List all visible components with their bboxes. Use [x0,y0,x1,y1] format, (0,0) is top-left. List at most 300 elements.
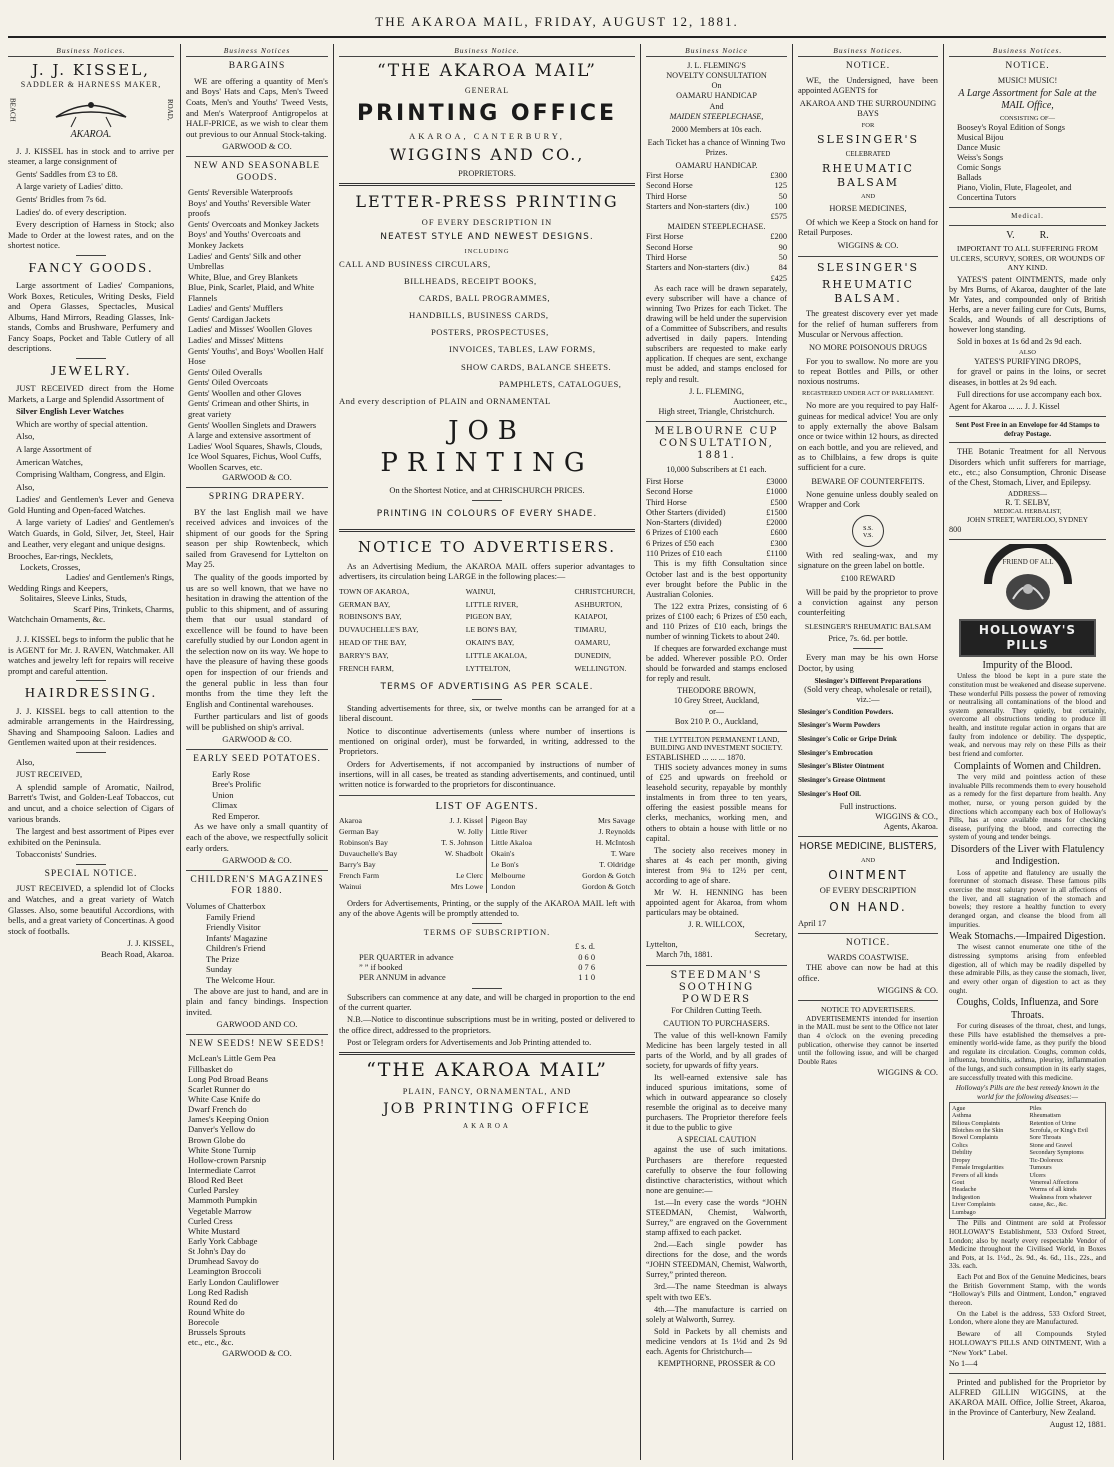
list-item: Gents' Oiled Overcoats [188,377,268,388]
list-item: White Case Knife do [188,1094,261,1105]
preparation-item: Slesinger's Condition Powders. [798,707,894,716]
separator [186,749,328,750]
signature: GARWOOD AND CO. [216,1019,298,1030]
separator [339,529,635,532]
signature: WIGGINS & CO. [877,985,938,995]
text: J. J. KISSEL has in stock and to arrive per steamer, a large consignment of [8,145,174,167]
table-row [646,232,787,242]
text: AKAROA, CANTERBURY, [409,131,565,141]
prize-label: Starters and Non-starters (div.) [646,201,750,211]
text: Will be paid by the proprietor to prove a conviction against any person counterfeiting [798,587,938,618]
table-row [646,243,787,253]
text: Sold in boxes at 1s 6d and 2s 9d each. [957,337,1082,347]
text: Slesinger's Different Preparations [814,676,922,686]
agent-place: PER ANNUM in advance [359,973,446,983]
text: MAIDEN STEEPLECHASE. [667,222,766,232]
text: The greatest discovery ever yet made for the relief of human sufferers from Muscular or Nervous affection. [798,309,938,339]
text: REGISTERED UNDER ACT OF PARLIAMENT. [802,390,934,398]
place-item: WAINUI, [465,586,496,596]
text: And every description of PLAIN and ORNAMENTAL [339,396,551,406]
text: Full directions for use accompany each box. [957,389,1102,399]
prize-label: First Horse [646,171,684,180]
separator [472,500,502,501]
separator [949,207,1106,208]
text: Lockets, Crosses, [20,561,81,572]
column-head: Business Notices [186,46,328,57]
text: CALL AND BUSINESS CIRCULARS, [339,258,491,269]
text: Ladies' and Gentlemen's Lever and Geneva Gold Hunting and Open-faced Watches. [8,494,174,515]
text: JOB PRINTING OFFICE [383,1101,591,1118]
text: Gents' Saddles from £3 to £8. [16,168,118,179]
separator [76,680,106,681]
text: Standing advertisements for three, six, or twelve months can be arranged for at a liberal discount. [339,704,635,724]
text: CONSISTING OF— [999,114,1056,122]
text: A large variety of Ladies' and Gentlemen's Watch Guards, in Gold, Silver, Jet, Steel, Hair and Leather, very elegant and unique designs. [8,517,174,549]
agent-row [339,871,483,882]
date: August 12, 1881. [1049,1420,1106,1430]
disease-item: Fevers of all kinds [952,1171,998,1179]
text: YATES'S patent OINTMENTS, made only by Mrs Burns, of Akaroa, daughter of the late Mr Yates, and compounded only of British Herbs, are a never failing cure for Cuts, Burns, Scalds, and Wounds of all descriptions of however long standing. [949,274,1106,335]
text: Orders for Advertisements, Printing, or the supply of the AKAROA MAIL left with any of the above Agents will be promptly attended to. [339,898,635,918]
agent-name: T. Ware [610,848,635,858]
text: Post or Telegram orders for Advertisements and Job Printing attended to. [347,1038,592,1048]
column-divider [792,44,793,1460]
agent-row [491,849,635,860]
heading: SPRING DRAPERY. [208,491,306,502]
text: Further particulars and list of goods will be published on ship's arrival. [186,711,328,732]
list-item: Piano, Violin, Flute, Flageolet, and Concertina Tutors [957,183,1072,203]
diseases-list [949,1102,1106,1220]
prize-label: Third Horse [646,191,687,201]
holloway-seal-icon [968,544,1088,614]
text: Unless the blood be kept in a pure state the constitution must be weakened and disease supervene. These wonderful Pills possess the power of removing or neutralising all contaminations of the blood and system generally. They quietly, but certainly, overcome all obstructions tending to produce ill health, and institute regular action in organs that are faulty from indolence or debility. The dyspeptic, weak, and nervous may rely on these Pills as their best friend and comforter. [949,672,1106,759]
list-item: Danver's Yellow do [188,1124,256,1135]
text: OF EVERY DESCRIPTION IN [421,218,553,228]
text: Also, [16,481,35,492]
prize-value: £300 [770,171,787,180]
text: High street, Triangle, Christchurch. [658,406,775,416]
text: Orders for Advertisements, if not accompanied by instructions of number of insertions, will in all cases, be treated as standing advertisements, and continued, until written notice is forwarded to the proprietors for discontinuance. [339,759,635,790]
place-item: OAMARU, [574,638,611,648]
text: BY the last English mail we have received advices and invoices of the shipment of our goods for the Spring season per ship Rowtenbeck, which sailed from Gravesend for Lyttelton on May 25. [186,506,328,570]
column-5 [798,46,938,1458]
heading: NEW SEEDS! NEW SEEDS! [189,1038,325,1049]
disease-item: Scrofula, or King's Evil [1029,1126,1089,1134]
agent-place: Akaroa [339,816,362,826]
disease-item: Stone and Gravel [1029,1141,1073,1149]
preparation-item: Slesinger's Grease Ointment [798,776,886,785]
table-row [646,518,787,528]
text: Lyttelton, [646,940,678,950]
agent-name: Le Clerc [455,870,483,880]
text: Sold in Packets by all chemists and medicine vendors at 1s 1½d and 2s 9d each. Agents for Christchurch— [646,1326,787,1356]
disease-item: Piles [1029,1104,1042,1112]
list-item: Gents' Woollen Singlets and Drawers [188,419,317,430]
column-head: Business Notices. [949,46,1106,57]
seal-text: FRIEND OF ALL [1002,558,1053,567]
logo-left-text: BEACH [8,97,17,122]
signature: J. J. KISSEL, [127,938,174,949]
disease-item: Debility [952,1149,973,1157]
list-item: Friendly Visitor [206,922,261,933]
disease-item: Gout [952,1179,965,1187]
disease-item: Tumours [1029,1164,1052,1172]
text: TERMS OF ADVERTISING AS PER SCALE. [380,681,594,692]
list-item: James's Keeping Onion [188,1114,269,1125]
prize-label: Third Horse [646,253,687,263]
column-3 [339,46,635,1458]
place-item: LITTLE RIVER, [465,599,519,609]
disease-item: Ague [952,1104,966,1112]
list-item: Climax [212,800,238,811]
footer-title: “THE AKAROA MAIL” [366,1059,608,1082]
text: against the use of such imitations. Purchasers are therefore requested carefully to observe the four following distinctive characteristics, without which none are genuine:— [646,1145,787,1195]
text: April 17 [798,918,827,928]
list-item: Curled Parsley [188,1185,239,1196]
text: Holloway's Pills are the best remedy known in the world for the following diseases:— [955,1084,1100,1102]
text: If cheques are forwarded exchange must be added. Wherever possible P.O. Order should be forwarded and stamps enclosed for reply and result. [646,644,787,684]
text: The largest and best assortment of Pipes ever exhibited on the Peninsula. [8,826,174,847]
text: Watchchain Ornaments, &c. [8,614,106,625]
heading: JEWELRY. [50,364,132,379]
text: R. T. SELBY, [1005,498,1050,508]
agent-row [339,838,483,849]
list-item: Comic Songs [957,162,1001,172]
text: Price, 7s. 6d. per bottle. [828,634,908,644]
job-printing-heading: JOB PRINTING [380,416,594,479]
table-row [646,498,787,508]
text: A Large Assortment for Sale at the MAIL Office, [958,87,1097,112]
text: As we have only a small quantity of each of the above, we respectfully solicit early orders. [186,821,328,853]
text: JUST RECEIVED, a splendid lot of Clocks and Watches, and a great variety of Watch Glasses. Also, some beautiful Accordions, with bells, and a great variety of Concertinas. A good stock of footballs. [8,883,174,936]
heading: YATES'S PURIFYING DROPS, [974,357,1081,367]
heading: SLESINGER'S RHEUMATIC BALSAM [804,621,932,631]
text: IMPORTANT TO ALL SUFFERING FROM ULCERS, SCURVY, SORES, OR WOUNDS OF ANY KIND. [950,244,1105,273]
heading: Weak Stomachs.—Impaired Digestion. [949,931,1106,943]
text: 4th.—The manufacture is carried on solely at Walworth, Surrey. [646,1304,787,1324]
prize-label: 6 Prizes of £50 each [646,538,714,548]
disease-item: Asthma [952,1112,972,1120]
agent-row [491,871,635,882]
seal-icon [852,515,884,547]
table-row [646,528,787,538]
column-6 [949,46,1106,1458]
prize-value: 50 [778,253,787,263]
list-item: A large and extensive assortment of Ladies' Wool Squares, Shawls, Clouds, Ice Wool Squares, Fichus, Wool Cuffs, Woollen Scarves, etc. [188,430,323,472]
agent-place: Okain's [491,848,515,858]
text: A splendid sample of Aromatic, Nailrod, Barrett's Twist, and Golden-Leaf Tobaccos, cut and uncut, and a choice selection of Cigars of various brands. [8,781,174,824]
agent-name: Gordon & Gotch [582,881,635,891]
place-item: CHRISTCHURCH, [574,586,635,596]
disease-item: Venereal Affections [1029,1179,1079,1187]
heading: Complaints of Women and Children. [953,760,1102,772]
text: CELEBRATED [845,149,891,158]
prize-label: 6 Prizes of £100 each [646,528,719,538]
disease-item: Dropsy [952,1156,971,1164]
list-item: Children's Friend [206,943,266,954]
text: 1st.—In every case the words “JOHN STEEDMAN, Chemist, Walworth, Surrey,” are engraved on the Government stamp affixed to each packet. [646,1197,787,1238]
text: Auctioneer, etc., [733,396,787,406]
text: V. R. [1006,229,1049,241]
list-item: McLean's Little Gem Pea [188,1053,276,1064]
list-item: etc., etc., &c. [188,1337,234,1348]
text: The very mild and pointless action of these invaluable Pills recommends them to every household as a remedy for the first departure from health. Any mother, nurse, or young person guided by the directions which accompany each box of Holloway's Pills, has at once available means for checking disease, purifying the blood, and correcting the system of young and tender beings. [949,772,1106,842]
place-item: BARRY'S BAY, [339,651,389,661]
place-item: HEAD OF THE BAY, [339,638,407,648]
text: Also, [16,431,35,442]
text: Large assortment of Ladies' Companions, Work Boxes, Reticules, Writing Desks, Field and Opera Glasses, Spectacles, Musical Albums, Hand Mirrors, Reading Glasses, Ink-stands, Combs and Brushware, Perfumery and Fancy Soaps, Pocket and Table Cutlery of all descriptions. [8,280,174,354]
agent-place: Little Akaloa [491,837,532,847]
text: Brooches, Ear-rings, Necklets, [8,551,114,562]
agent-place: French Farm [339,870,380,880]
agent-place: Pigeon Bay [491,816,528,826]
imprint: Printed and published for the Proprietor by ALFRED GILLIN WIGGINS, at the AKAROA MAIL Office, Jollie Street, Akaroa, in the Province of Canterbury, New Zealand. [949,1377,1106,1418]
disease-item: Sore Throats [1029,1134,1062,1142]
separator [646,731,787,732]
masthead: THE AKAROA MAIL, FRIDAY, AUGUST 12, 1881. [375,14,739,29]
text: Agent for Akaroa ... ... J. J. Kissel [949,401,1060,411]
agent-place: PER QUARTER in advance [359,952,454,962]
text: THIS society advances money in sums of £25 and upwards on freehold or leasehold security, repayable by monthly instalments in from three to ten years, offering the easiest possible means for clerks, mechanics, working men, and others to obtain a house with little or no capital. [646,763,787,843]
logo-right-text: ROAD, [166,98,174,121]
agent-row [359,973,595,983]
music-list [949,123,1106,204]
table-row [646,508,787,518]
agent-row [359,953,595,963]
masthead-rule [8,36,1106,38]
text: BILLHEADS, RECEIPT BOOKS, [404,275,537,286]
place-item: TIMARU, [574,625,607,635]
separator [339,183,635,186]
text: £ s. d. [574,942,595,952]
column-1 [8,46,174,1458]
column-head: Business Notices. [8,46,174,57]
text: Tobacconists' Sundries. [16,849,97,860]
list-item: Leamington Broccoli [188,1266,262,1277]
disease-item: Bilious Complaints [952,1119,1000,1127]
text: OF EVERY DESCRIPTION [819,885,917,895]
potato-list [186,769,328,822]
notice-to-advertisers-heading: NOTICE TO ADVERTISERS. [358,537,616,556]
place-item: FRENCH FARM, [339,664,394,674]
text: Also, [16,756,35,767]
agent-place: Melbourne [491,870,526,880]
signature: WIGGINS & CO., [875,811,938,821]
prize-label: Second Horse [646,242,693,252]
place-item: LYTTELTON, [465,664,511,674]
text: for gravel or pains in the loins, or secret diseases, in bottles at 2s 9d each. [949,367,1106,387]
text: OAMARU HANDICAP [676,91,757,101]
logo-trade: SADDLER & HARNESS MAKER, [20,79,162,89]
agents-list [339,816,487,892]
disease-item: Ulcers [1029,1171,1046,1179]
list-item: Weiss's Songs [957,152,1004,162]
text: N.B.—Notice to discontinue subscriptions must be in writing, posted or delivered to the office direct, addressed to the proprietors. [339,1015,635,1035]
place-item: DUVAUCHELLE'S BAY, [339,625,419,635]
text: None genuine unless doubly sealed on Wrapper and Cork [798,490,938,510]
prize-value: 50 [778,191,787,201]
text: J. J. KISSEL begs to call attention to the admirable arrangements in the Hairdressing, Shaving and Shampooing Saloon. Ladies and Gentlemen waited upon at their residences. [8,705,174,748]
separator [798,1000,938,1001]
text: The wisest cannot enumerate one tithe of the distressing symptoms arising from enfeebled digestion, all of which may be readily dispelled by these admirable Pills, as they cause the stomach, liver, and every other organ of digestion to act as they ought. [949,943,1106,995]
list-item: White, Blue, and Grey Blankets [188,271,298,282]
list-item: Curled Cress [188,1215,233,1226]
list-item: Early London Cauliflower [188,1276,279,1287]
prize-label: Other Starters (divided) [646,507,726,517]
logo-name: J. J. KISSEL, [32,61,150,80]
separator [186,1034,328,1035]
agent-place: Wainui [339,881,362,891]
text: SHOW CARDS, BALANCE SHEETS. [461,361,612,372]
list-item: Dwarf French do [188,1104,247,1115]
text: Ladies' and Gentlemen's Rings, [65,572,174,583]
agent-name: Mrs Savage [597,816,635,826]
agent-row [491,838,635,849]
places-list [574,586,635,676]
text: PLAIN, FANCY, ORNAMENTAL, AND [402,1086,572,1096]
signature: Beach Road, Akaroa. [100,948,174,959]
table-row [646,477,787,487]
seed-list [186,1053,328,1347]
column-2 [186,46,328,1458]
place-item: LE BON'S BAY, [465,625,517,635]
list-item: Early York Cabbage [188,1236,258,1246]
agent-name: 0 7 6 [578,963,595,973]
list-item: Gents' Reversible Waterproofs [188,187,293,198]
prize-label: Non-Starters (divided) [646,518,722,528]
list-item: Scarlet Runner do [188,1083,251,1094]
list-item: The Welcome Hour. [206,974,276,985]
text: Which are worthy of special attention. [16,418,148,429]
heading: TERMS OF SUBSCRIPTION. [423,928,551,938]
column-4 [646,46,787,1458]
agent-row [491,882,635,893]
text: On the Label is the address, 533 Oxford Street, London, where alone they are Manufactured. [949,1309,1106,1327]
prize-value: £500 [770,497,787,507]
prize-value: £300 [770,538,787,548]
text: HANDBILLS, BUSINESS CARDS, [409,310,549,321]
text: A SPECIAL CAUTION [676,1135,757,1145]
text: PROPRIETORS. [458,169,516,179]
agent-name: W. Shadbolt [444,848,483,858]
heading: HORSE MEDICINE, BLISTERS, [799,841,937,853]
text: Secretary, [754,930,787,940]
svg-text:S.S.: S.S. [863,525,873,532]
agent-name: W. Jolly [457,827,483,837]
list-item: Union [212,789,234,800]
column-divider [333,44,334,1460]
list-item: Vegetable Marrow [188,1205,252,1216]
list-item: Round White do [188,1306,245,1317]
text: WE are offering a quantity of Men's and Boys' Hats and Caps, Men's Tweed Coats, Men's and Youths' Tweed Vests, and Men's Waterproof Antigropelos at HALF-PRICE, as we wish to clear them out previous to our Annual Stock-taking. [186,75,328,139]
disease-item: Liver Complaints [952,1201,996,1209]
list-item: Infants' Magazine [206,932,268,943]
printing-office-heading: PRINTING OFFICE [356,100,618,126]
list-item: Mammoth Pumpkin [188,1195,257,1206]
table-row [646,181,787,191]
text: AND [860,857,876,865]
disease-item: Bowel Complaints [952,1134,999,1142]
heading: SLESINGER'S [816,260,920,274]
list-item: Gents' Cardigan Jackets [188,313,271,324]
table-row [646,549,787,559]
heading: FANCY GOODS. [28,260,154,276]
prize-value: £200 [770,232,787,242]
place-item: KAIAPOI, [574,612,608,622]
agent-row [491,827,635,838]
text: On [711,81,722,91]
prize-value: £600 [770,528,787,538]
place-item: TOWN OF AKAROA, [339,586,410,596]
heading: £100 REWARD [840,574,896,584]
text: The society also receives money in shares at 4s each per month, giving interest from 9¼ to 12½ per cent, according to age of share. [646,845,787,885]
text: CARDS, BALL PROGRAMMES, [419,292,551,303]
agent-name: Mrs Lowe [450,881,483,891]
text: For you to swallow. No more are you to repeat Bottles and Pills, or other noxious nostrums. [798,356,938,387]
text: ESTABLISHED ... ... ... 1870. [646,753,746,762]
column-head: Business Notice. [339,46,635,57]
agent-place: German Bay [339,827,379,837]
preparation-item: Slesinger's Worm Powders [798,721,881,730]
text: POSTERS, PROSPECTUSES, [431,327,549,338]
list-item: Brown Globe do [188,1134,246,1145]
table-row [646,539,787,549]
agents-list [491,816,635,892]
preparation-item: Slesinger's Embrocation [798,748,873,757]
list-item: Long Pod Broad Beans [188,1073,268,1084]
list-item: Boosey's Royal Edition of Songs [957,122,1065,132]
holloway-emblem [949,544,1106,617]
text: Each Ticket has a chance of Winning Two Prizes. [647,137,786,157]
heading: BARGAINS [228,61,286,72]
text: NEATEST STYLE AND NEWEST DESIGNS. [380,232,594,243]
separator [76,752,106,753]
text: Full instructions. [839,801,897,811]
text: 2nd.—Each single powder has directions for the dose, and the words “JOHN STEEDMAN, Chemist, Walworth, Surrey,” printed thereon. [646,1240,787,1280]
signature: J. L. FLEMING, [689,386,744,396]
heading: Disorders of the Liver with Flatulency and Indigestion. [950,844,1105,868]
signature: WIGGINS & CO. [837,241,899,251]
list-item: Long Red Radish [188,1286,249,1297]
text: Every description of Harness in Stock; also Made to Order at the lowest rates, and on the shortest notice. [8,219,174,251]
heading: OINTMENT [828,868,908,883]
heading: NOTICE TO ADVERTISERS. [821,1005,915,1015]
list-item: Gents' Overcoats and Monkey Jackets [188,218,319,229]
list-item: Musical Bijou [957,132,1004,142]
prize-label: First Horse [646,232,684,242]
akaroa-mail-title: “THE AKAROA MAIL” [377,61,597,82]
separator [646,421,787,422]
column-divider [640,44,641,1460]
agent-row [359,963,595,973]
prize-value: £1500 [766,507,787,517]
signature: THEODORE BROWN, [677,686,756,696]
text: ADDRESS— [1008,489,1047,498]
list-item: Blue, Pink, Scarlet, Plaid, and White Flannels [188,282,315,303]
text: March 7th, 1881. [656,950,713,960]
agent-name: 0 6 0 [578,952,595,962]
text: HORSE MEDICINES, [829,204,907,214]
text: As an Advertising Medium, the AKAROA MAIL offers superior advantages to advertisers, its circulation being LARGE in the following places:— [339,561,635,582]
agent-place: Duvauchelle's Bay [339,848,398,858]
agent-name: Gordon & Gotch [582,870,635,880]
agent-place: Robinson's Bay [339,837,388,847]
heading: NOVELTY CONSULTATION [666,71,767,81]
text: Volumes of Chatterbox [186,901,266,912]
text: WE, the Undersigned, have been appointed AGENTS for [798,75,938,96]
prize-value: £1000 [766,487,787,497]
text: Of which we Keep a Stock on hand for Retail Purposes. [798,217,938,237]
